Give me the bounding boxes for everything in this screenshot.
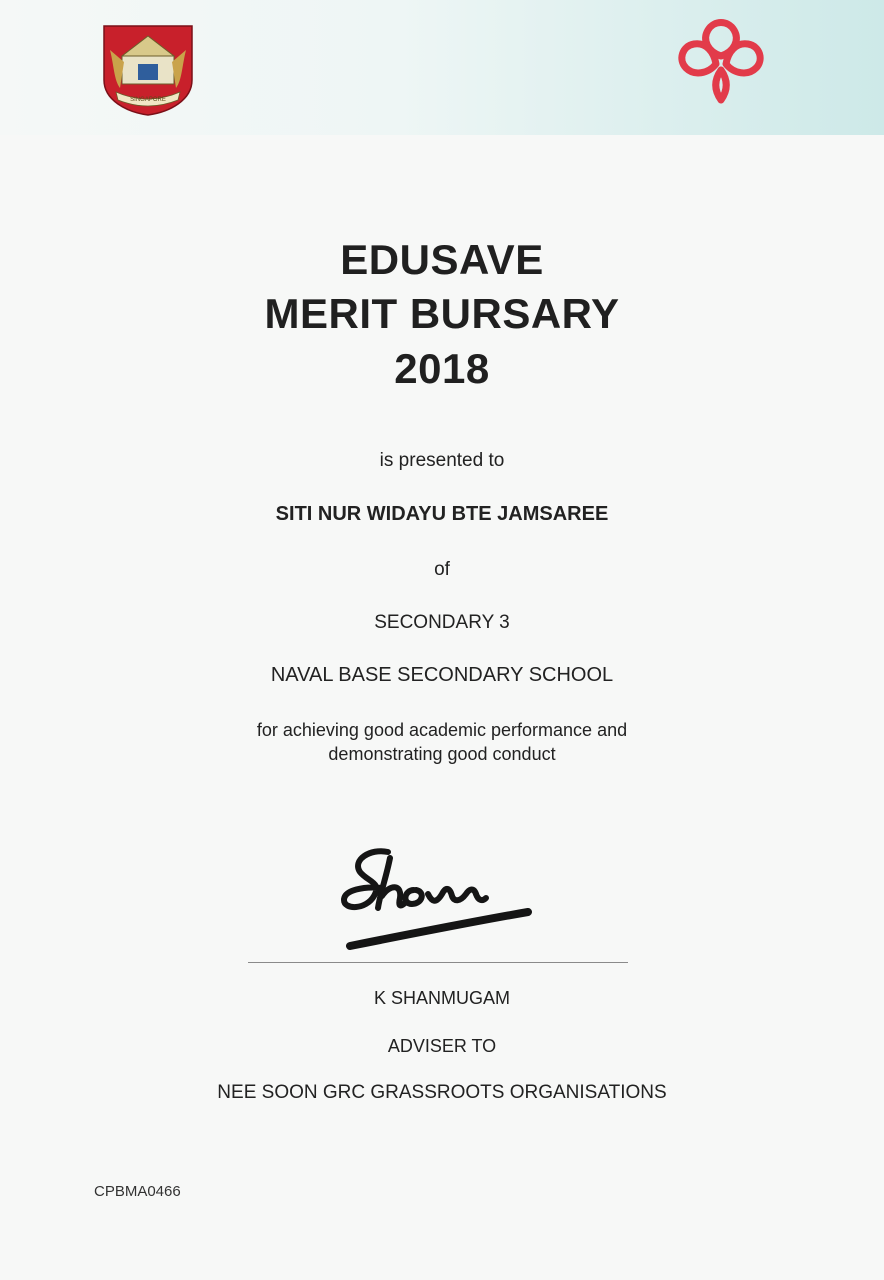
handwritten-signature-icon	[330, 838, 540, 958]
certificate-title-line-1: EDUSAVE	[340, 236, 544, 283]
level-text: SECONDARY 3	[374, 612, 510, 633]
certificate-title-line-2: MERIT BURSARY	[264, 290, 620, 337]
school-name: NAVAL BASE SECONDARY SCHOOL	[270, 664, 614, 686]
serial-number: CPBMA0466	[94, 1183, 181, 1200]
reason-line-2: demonstrating good conduct	[328, 744, 556, 764]
certificate-title-line-3: 2018	[394, 345, 490, 392]
reason-line-1: for achieving good academic performance and	[256, 720, 628, 740]
crest-motto: SINGAPORE	[130, 97, 166, 103]
signature-line	[248, 962, 628, 963]
signatory-role: ADVISER TO	[387, 1036, 497, 1056]
signatory-organisation: NEE SOON GRC GRASSROOTS ORGANISATIONS	[217, 1082, 667, 1103]
recipient-name: SITI NUR WIDAYU BTE JAMSAREE	[275, 503, 609, 525]
presented-to-text: is presented to	[379, 450, 505, 471]
school-crest-icon	[100, 22, 196, 116]
peoples-association-logo-icon	[668, 12, 774, 108]
of-text: of	[434, 559, 450, 580]
signatory-name: K SHANMUGAM	[373, 988, 510, 1008]
